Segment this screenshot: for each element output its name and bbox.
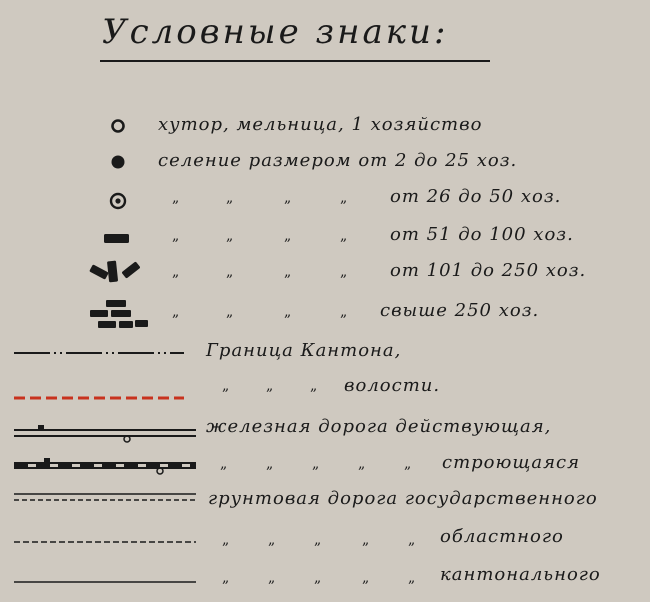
legend-text-state-road: грунтовая дорога государственного	[208, 488, 598, 509]
legend-text-cantonal-road: кантонального	[440, 564, 601, 585]
ditto-mark: „	[266, 378, 274, 394]
ditto-mark: „	[226, 190, 234, 206]
ditto-mark: „	[408, 570, 416, 586]
legend-text-over-250: свыше 250 хоз.	[380, 300, 540, 321]
legend-text-101-250: от 101 до 250 хоз.	[390, 260, 587, 281]
ditto-mark: „	[408, 532, 416, 548]
ditto-mark: „	[362, 570, 370, 586]
ditto-mark: „	[284, 190, 292, 206]
legend-title: Условные знаки:	[102, 12, 449, 52]
ditto-mark: „	[172, 264, 180, 280]
ditto-mark: „	[340, 228, 348, 244]
filled-dot-icon	[108, 152, 128, 172]
ditto-mark: „	[340, 190, 348, 206]
ditto-mark: „	[284, 228, 292, 244]
legend-text-canton-border: Граница Кантона,	[206, 340, 402, 361]
ditto-mark: „	[340, 264, 348, 280]
ringed-dot-icon	[106, 189, 130, 213]
three-bars-icon	[88, 256, 144, 286]
state-dirt-road-line	[14, 494, 196, 500]
legend-text-railway-active: железная дорога действующая,	[206, 416, 552, 437]
ditto-mark: „	[314, 570, 322, 586]
ditto-mark: „	[172, 228, 180, 244]
legend-text-26-50: от 26 до 50 хоз.	[390, 186, 562, 207]
ditto-mark: „	[172, 190, 180, 206]
ditto-mark: „	[362, 532, 370, 548]
legend-text-railway-construction: строющаяся	[442, 452, 581, 473]
ditto-mark: „	[222, 378, 230, 394]
ditto-mark: „	[268, 532, 276, 548]
legend-text-village-2-25: селение размером от 2 до 25 хоз.	[158, 150, 518, 171]
ditto-mark: „	[358, 456, 366, 472]
ditto-mark: „	[220, 456, 228, 472]
ditto-mark: „	[404, 456, 412, 472]
hollow-circle-icon	[108, 116, 128, 136]
legend-text-farmstead: хутор, мельница, 1 хозяйство	[158, 114, 483, 135]
ditto-mark: „	[172, 304, 180, 320]
railway-construction-line	[14, 458, 196, 474]
ditto-mark: „	[226, 304, 234, 320]
ditto-mark: „	[268, 570, 276, 586]
single-bar-icon	[103, 232, 131, 246]
legend-text-51-100: от 51 до 100 хоз.	[390, 224, 574, 245]
title-underline	[100, 60, 490, 62]
ditto-mark: „	[226, 264, 234, 280]
brick-cluster-icon	[84, 298, 150, 334]
legend-text-volost-border: волости.	[344, 375, 441, 396]
ditto-mark: „	[284, 304, 292, 320]
ditto-mark: „	[314, 532, 322, 548]
ditto-mark: „	[310, 378, 318, 394]
ditto-mark: „	[284, 264, 292, 280]
ditto-mark: „	[340, 304, 348, 320]
ditto-mark: „	[222, 532, 230, 548]
legend-text-regional-road: областного	[440, 526, 564, 547]
ditto-mark: „	[312, 456, 320, 472]
railway-active-line	[14, 425, 196, 442]
ditto-mark: „	[226, 228, 234, 244]
ditto-mark: „	[222, 570, 230, 586]
ditto-mark: „	[266, 456, 274, 472]
